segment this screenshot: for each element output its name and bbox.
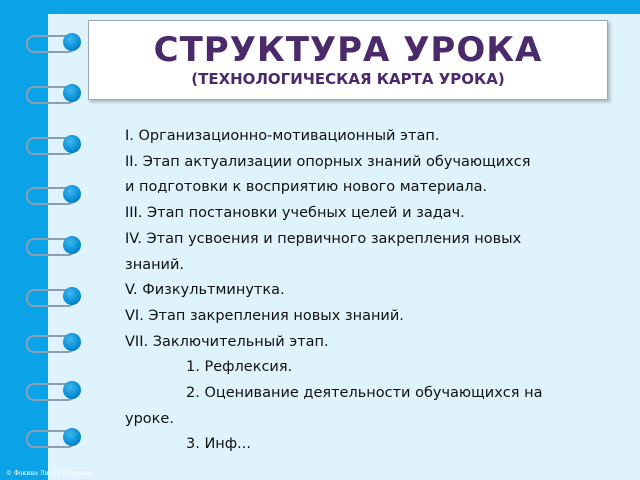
slide-subtitle: (ТЕХНОЛОГИЧЕСКАЯ КАРТА УРОКА) — [191, 70, 505, 88]
binding-ring-icon — [0, 236, 80, 258]
binding-ring-icon — [0, 333, 80, 355]
list-item: уроке. — [125, 410, 174, 427]
binding-ring-icon — [0, 287, 80, 309]
list-item: V. Физкультминутка. — [125, 282, 285, 299]
sub-list-item: 2. Оценивание деятельности обучающихся на — [186, 385, 543, 402]
list-item: II. Этап актуализации опорных знаний обучающихся — [125, 153, 531, 170]
list-item: VII. Заключительный этап. — [125, 333, 329, 350]
copyright-text: © Фокина Лидия Петровна — [6, 470, 93, 477]
slide-title: СТРУКТУРА УРОКА — [153, 30, 543, 70]
list-item: VI. Этап закрепления новых знаний. — [125, 307, 404, 324]
slide-page — [48, 14, 640, 480]
lesson-structure-list — [125, 124, 615, 458]
title-box — [88, 20, 608, 100]
sub-list-item: 1. Рефлексия. — [186, 359, 293, 376]
binding-ring-icon — [0, 135, 80, 157]
list-item: III. Этап постановки учебных целей и задач. — [125, 205, 465, 222]
list-item: знаний. — [125, 256, 185, 273]
binding-ring-icon — [0, 185, 80, 207]
list-item: IV. Этап усвоения и первичного закрепления новых — [125, 230, 522, 247]
sub-list-item-cut: 3. Инф... — [186, 436, 251, 453]
binding-ring-icon — [0, 33, 80, 55]
list-item: и подготовки к восприятию нового материала. — [125, 179, 488, 196]
binding-ring-icon — [0, 428, 80, 450]
binding-ring-icon — [0, 381, 80, 403]
list-item: I. Организационно-мотивационный этап. — [125, 128, 440, 144]
binding-ring-icon — [0, 84, 80, 106]
